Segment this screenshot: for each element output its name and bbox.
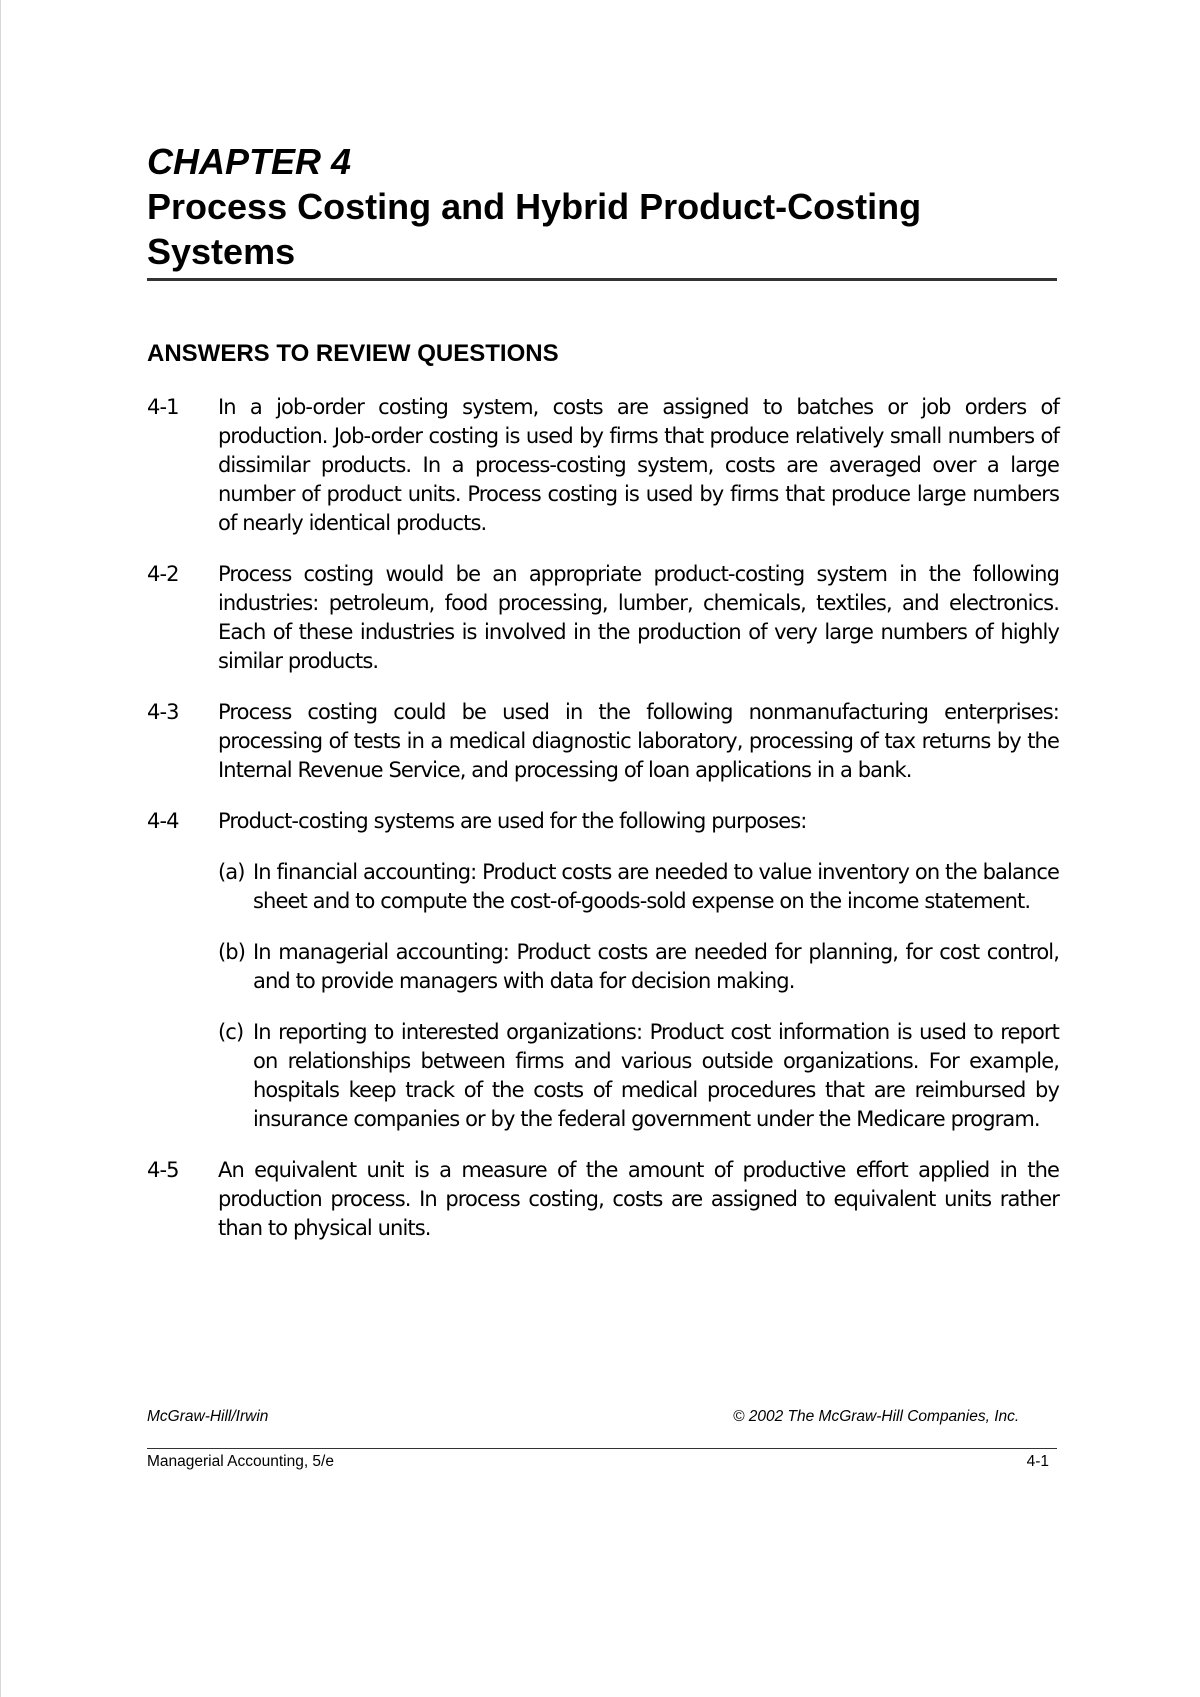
answer-subitem [218, 938, 1059, 996]
section-title: ANSWERS TO REVIEW QUESTIONS [147, 340, 559, 367]
answer-item [147, 560, 1059, 676]
answer-number: 4-4 [147, 809, 179, 833]
chapter-title: Process Costing and Hybrid Product-Costing Systems [147, 186, 922, 272]
answer-number: 4-2 [147, 562, 179, 586]
subitem-text: In managerial accounting: Product costs are needed for planning, for cost control, and to provide managers with data for decision making. [253, 940, 1059, 993]
answer-item [147, 1156, 1059, 1243]
footer-copyright: © 2002 The McGraw-Hill Companies, Inc. [733, 1408, 1020, 1425]
answers-list [147, 393, 1059, 1265]
subitem-label: (a) [218, 860, 245, 884]
chapter-number: CHAPTER 4 [147, 141, 352, 182]
subitem-text: In financial accounting: Product costs are needed to value inventory on the balance sheet and to compute the cost-of-goods-sold expense on the income statement. [253, 860, 1059, 913]
answer-text: An equivalent unit is a measure of the amount of productive effort applied in the production process. In process costing, costs are assigned to equivalent units rather than to physical units. [218, 1158, 1059, 1240]
answer-number: 4-5 [147, 1158, 179, 1182]
answer-number: 4-1 [147, 395, 179, 419]
answer-item [147, 698, 1059, 785]
answer-subitem [218, 1018, 1059, 1134]
footer-book-title: Managerial Accounting, 5/e [147, 1453, 334, 1470]
subitem-label: (c) [218, 1020, 244, 1044]
answer-item [147, 807, 1059, 1134]
chapter-header [147, 140, 1057, 281]
page-footer [147, 1406, 1057, 1477]
header-divider [147, 278, 1057, 281]
answer-text: Process costing would be an appropriate product-costing system in the following industries: petroleum, food processing, lumber, chemicals, textiles, and electronics. Each of these industries is involved in the production of very large numbers of highly similar products. [218, 562, 1059, 673]
answer-text: Process costing could be used in the following nonmanufacturing enterprises: processing of tests in a medical diagnostic laboratory, processing of tax returns by the Internal Revenue Service, and processing of loan applications in a bank. [218, 700, 1059, 782]
answer-text: Product-costing systems are used for the following purposes: [218, 809, 807, 833]
footer-publisher: McGraw-Hill/Irwin [147, 1408, 269, 1425]
answer-item [147, 393, 1059, 538]
answer-subitem [218, 858, 1059, 916]
page-number: 4-1 [1026, 1453, 1049, 1470]
answer-text: In a job-order costing system, costs are assigned to batches or job orders of production. Job-order costing is used by firms that produce relatively small numbers of dissimilar products. In a process-costing system, costs are averaged over a large number of product units. Process costing is used by firms that produce large numbers of nearly identical products. [218, 395, 1059, 535]
subitem-text: In reporting to interested organizations: Product cost information is used to report on relationships between firms and various outside organizations. For example, hospitals keep track of the costs of medical procedures that are reimbursed by insurance companies or by the federal government under the Medicare program. [253, 1020, 1059, 1131]
subitem-label: (b) [218, 940, 246, 964]
footer-divider [147, 1448, 1057, 1449]
answer-number: 4-3 [147, 700, 179, 724]
